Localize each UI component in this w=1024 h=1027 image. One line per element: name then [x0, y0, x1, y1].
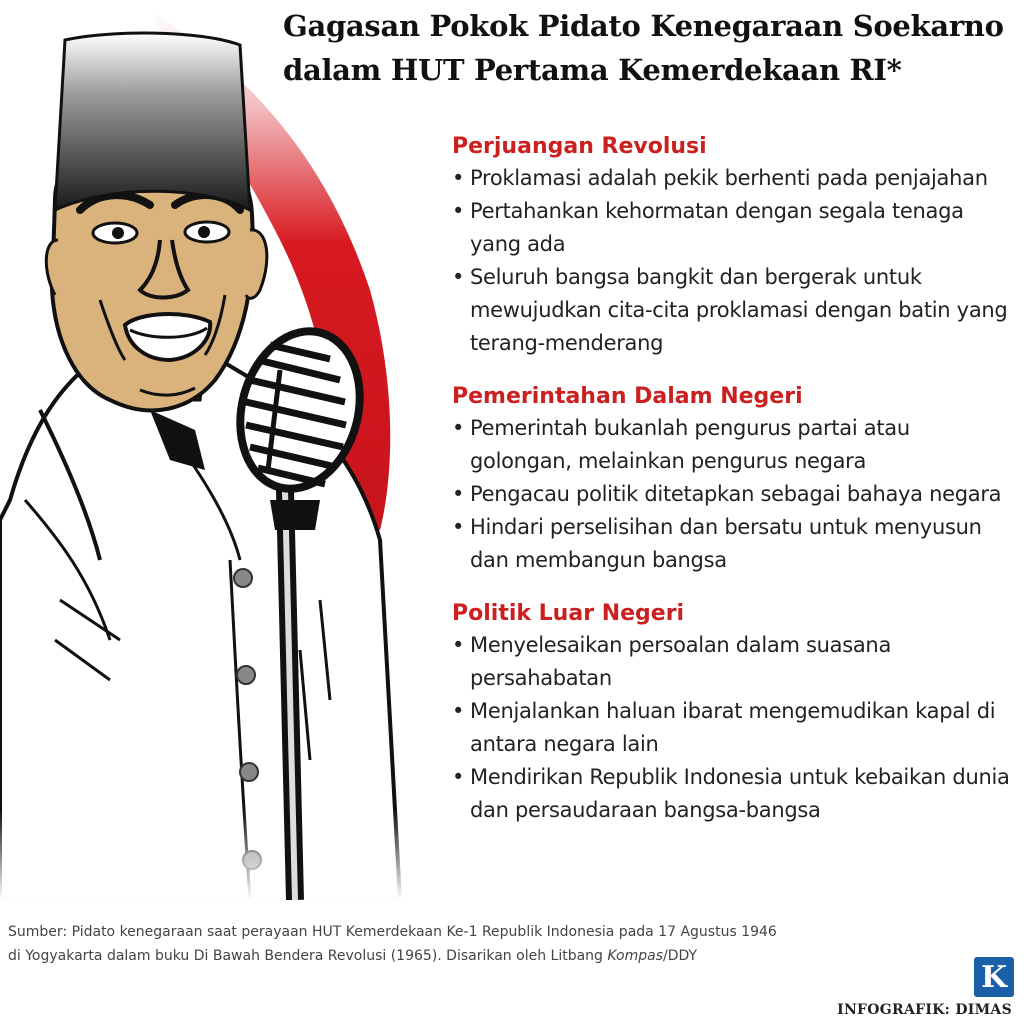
list-item: • Hindari perselisihan dan bersatu untuk menyusun dan membangun bangsa [452, 511, 1017, 577]
soekarno-illustration [0, 0, 440, 900]
infographic-credit: INFOGRAFIK: DIMAS [837, 1002, 1012, 1018]
bullet-list [452, 629, 1017, 827]
kompas-k-logo-icon [974, 957, 1014, 997]
list-item: • Menyelesaikan persoalan dalam suasana persahabatan [452, 629, 1017, 695]
section-perjuangan-revolusi [452, 132, 1017, 360]
source-note [8, 920, 808, 968]
section-heading: Perjuangan Revolusi [452, 134, 707, 159]
section-heading: Politik Luar Negeri [452, 601, 685, 626]
list-item: • Seluruh bangsa bangkit dan bergerak untuk mewujudkan cita-cita proklamasi dengan batin yang terang-menderang [452, 261, 1017, 360]
section-politik-luar-negeri [452, 599, 1017, 827]
bullet-list [452, 162, 1017, 360]
source-suffix: /DDY [663, 948, 698, 964]
logo-letter: K [980, 959, 1008, 995]
title-line-2: dalam HUT Pertama Kemerdekaan RI* [283, 53, 902, 87]
list-item: • Pemerintah bukanlah pengurus partai atau golongan, melainkan pengurus negara [452, 412, 1017, 478]
list-item: • Proklamasi adalah pekik berhenti pada penjajahan [452, 162, 1017, 195]
list-item: • Mendirikan Republik Indonesia untuk kebaikan dunia dan persaudaraan bangsa-bangsa [452, 761, 1017, 827]
main-content [452, 132, 1017, 849]
title-line-1: Gagasan Pokok Pidato Kenegaraan Soekarno [283, 9, 1004, 43]
page-title [283, 4, 1013, 92]
source-text: di Yogyakarta dalam buku Di Bawah Bendera Revolusi (1965). Disarikan oleh Litbang [8, 948, 608, 964]
list-item: • Pertahankan kehormatan dengan segala tenaga yang ada [452, 195, 1017, 261]
bullet-list [452, 412, 1017, 577]
source-line-1: Sumber: Pidato kenegaraan saat perayaan HUT Kemerdekaan Ke-1 Republik Indonesia pada 17 Agustus 1946 [8, 924, 777, 940]
source-publication: Kompas [607, 948, 664, 964]
section-heading: Pemerintahan Dalam Negeri [452, 384, 803, 409]
peci-cap [55, 33, 250, 210]
source-line-2 [8, 944, 808, 968]
section-pemerintahan-dalam-negeri [452, 382, 1017, 577]
list-item: • Menjalankan haluan ibarat mengemudikan kapal di antara negara lain [452, 695, 1017, 761]
list-item: • Pengacau politik ditetapkan sebagai bahaya negara [452, 478, 1017, 511]
